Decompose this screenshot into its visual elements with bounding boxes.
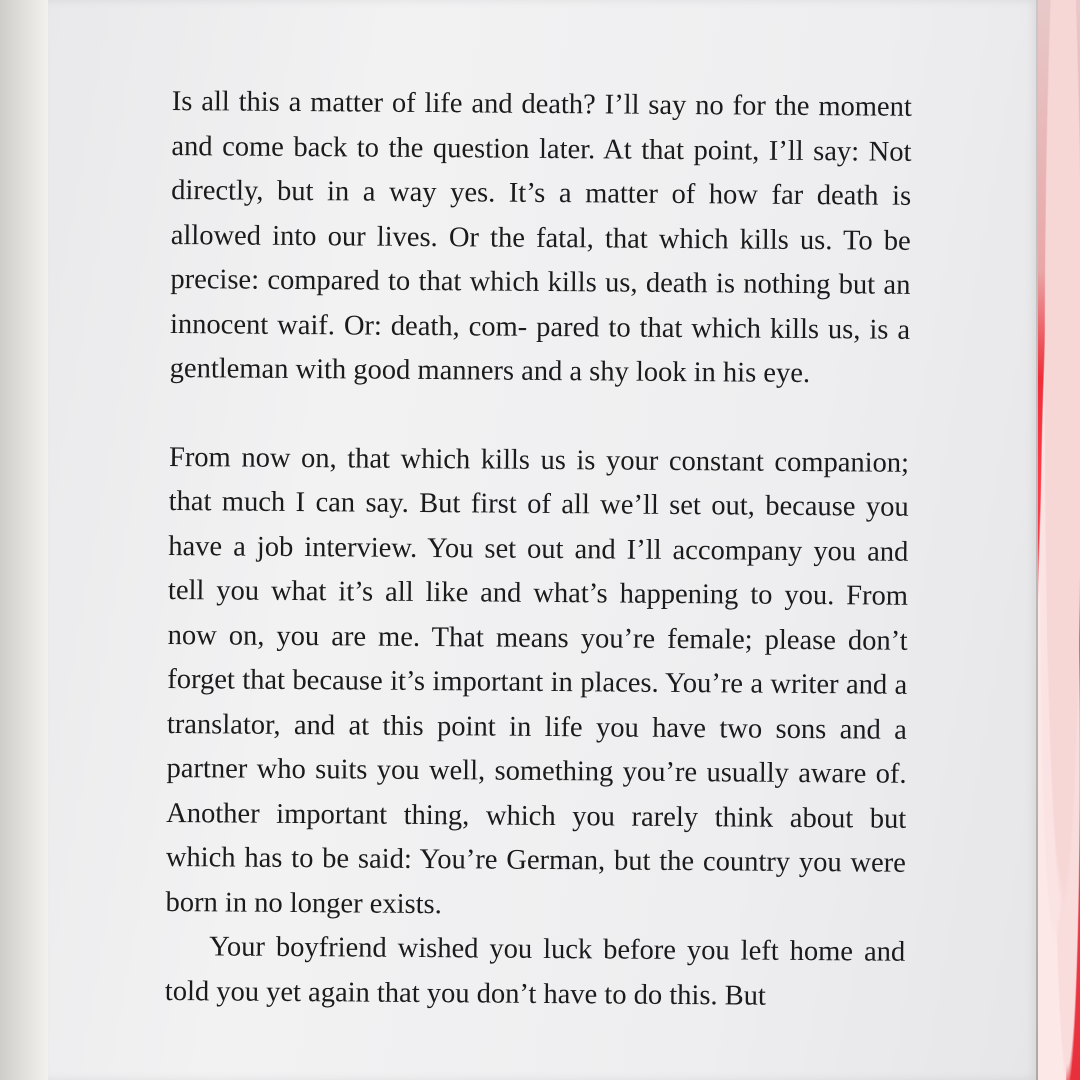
left-page-edge: [0, 0, 50, 1080]
page-body: [165, 80, 912, 1020]
paragraph-2: From now on, that which kills us is your constant companion; that much I can say. But first of all we’ll set out, because you have a job interview. You set out and I’ll accompany you and tell you what it’s all like and what’s happening to you. From now on, you are me. That means you’re female; please don’t forget that because it’s important in places. You’re a writer and a translator, and at this point in life you have two sons and a partner who suits you well, something you’re usually aware of. Another important thing, which you rarely think about but which has to be said: You’re German, but the country you were born in no longer exists.: [165, 441, 910, 920]
paragraph-3: Your boyfriend wished you luck before you left home and told you yet again that you don’t have to do this. But: [164, 931, 906, 1012]
paragraph-1: Is all this a matter of life and death? I’ll say no for the moment and come back to the question later. At that point, I’ll say: Not directly, but in a way yes. It’s a matter of how far death is allowed into our lives. Or the fatal, that which kills us. To be precise: compared to that which kills us, death is nothing but an innocent waif. Or: death, com- pared to that which kills us, is a gentleman with good manners and a shy look in his eye.: [169, 85, 912, 390]
red-book-cover: [1038, 0, 1080, 1080]
